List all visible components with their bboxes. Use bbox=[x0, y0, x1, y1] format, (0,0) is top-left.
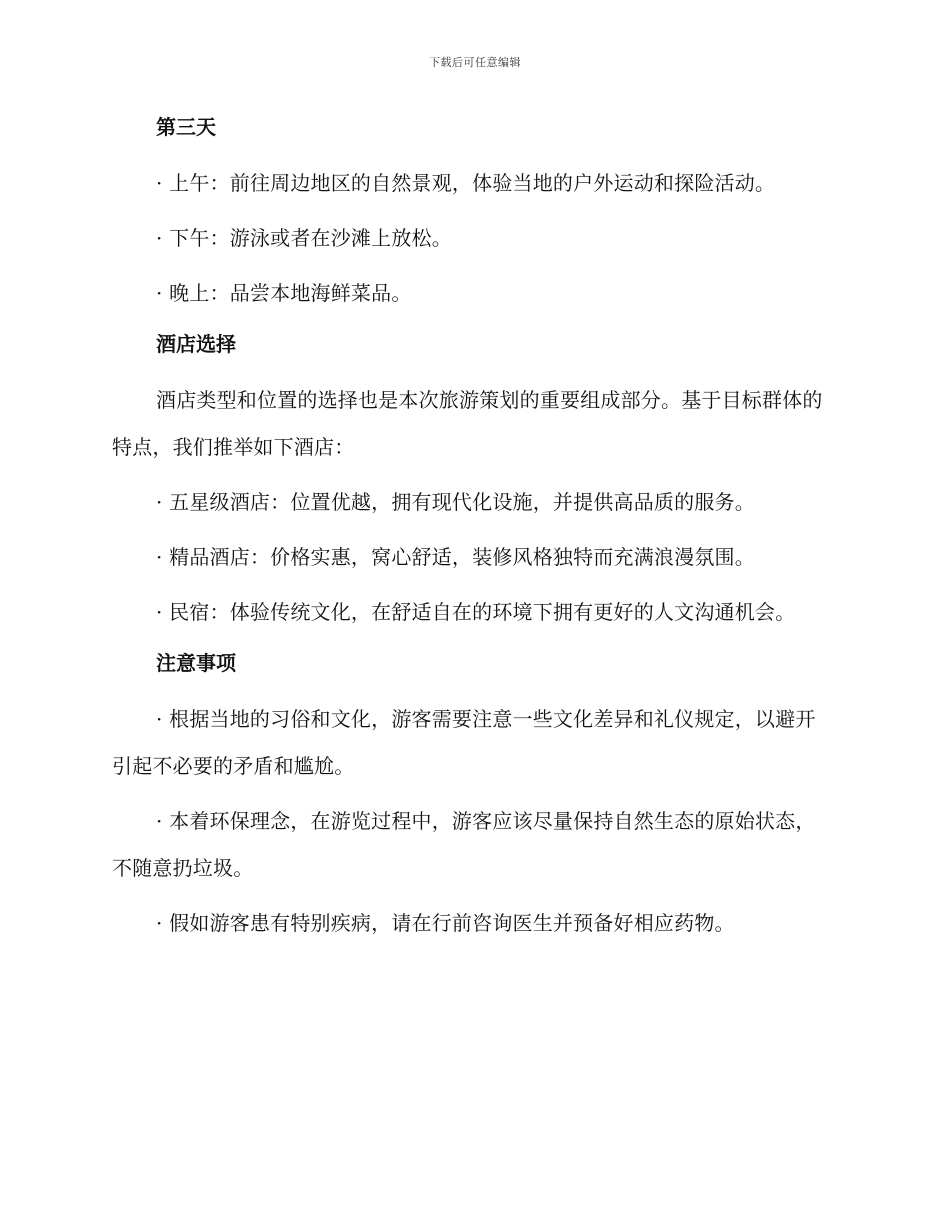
section-title-day3: 第三天 bbox=[156, 115, 216, 139]
hotel-homestay: · 民宿：体验传统文化，在舒适自在的环境下拥有更好的人文沟通机会。 bbox=[156, 600, 796, 624]
note-health: · 假如游客患有特别疾病，请在行前咨询医生并预备好相应药物。 bbox=[156, 911, 735, 935]
document-body bbox=[112, 108, 832, 947]
section-title-hotel: 酒店选择 bbox=[156, 332, 236, 356]
day3-evening: · 晚上：品尝本地海鲜菜品。 bbox=[156, 281, 412, 305]
header-note: 下载后可任意编辑 bbox=[429, 56, 521, 69]
day3-morning: · 上午：前往周边地区的自然景观，体验当地的户外运动和探险活动。 bbox=[156, 171, 776, 195]
section-title-notes: 注意事项 bbox=[156, 651, 236, 675]
hotel-five-star: · 五星级酒店：位置优越，拥有现代化设施，并提供高品质的服务。 bbox=[156, 490, 755, 514]
note-customs: · 根据当地的习俗和文化，游客需要注意一些文化差异和礼仪规定，以避开引起不必要的矛盾和尴尬。 bbox=[112, 707, 816, 778]
hotel-intro: 酒店类型和位置的选择也是本次旅游策划的重要组成部分。基于目标群体的特点，我们推举如下酒店： bbox=[112, 388, 823, 459]
hotel-boutique: · 精品酒店：价格实惠，窝心舒适，装修风格独特而充满浪漫氛围。 bbox=[156, 545, 755, 569]
note-environment: · 本着环保理念，在游览过程中，游客应该尽量保持自然生态的原始状态，不随意扔垃圾。 bbox=[112, 809, 816, 880]
day3-afternoon: · 下午：游泳或者在沙滩上放松。 bbox=[156, 226, 452, 250]
